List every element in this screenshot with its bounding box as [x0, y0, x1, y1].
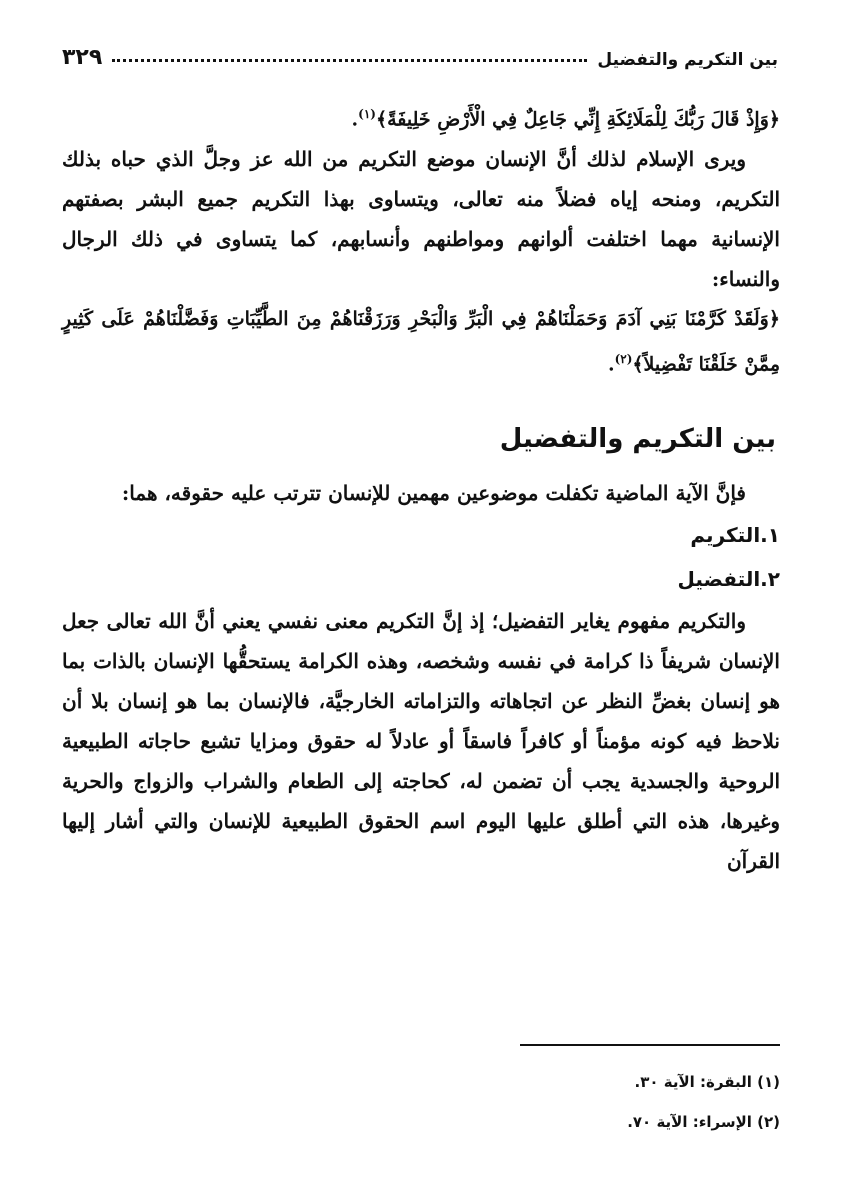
verse-2-period: . — [607, 353, 615, 376]
header-dot-leader — [112, 59, 587, 62]
quran-verse-1 — [62, 94, 780, 139]
intro-paragraph: فإنَّ الآية الماضية تكفلت موضوعين مهمين للإنسان تترتب عليه حقوقه، هما: — [121, 480, 746, 505]
list-item-takreem: ١.التكريم — [690, 522, 780, 547]
footnote-1: (١) البقرة: الآية ٣٠. — [634, 1073, 780, 1091]
verse-2-text: ﴿وَلَقَدْ كَرَّمْنَا بَنِي آدَمَ وَحَمَلْنَاهُمْ فِي الْبَرِّ وَالْبَحْرِ وَرَزَقْنَاهُمْ مِنَ الطَّيِّبَاتِ وَفَضَّلْنَاهُمْ عَلَى كَثِيرٍ مِمَّنْ خَلَقْنَا تَفْضِيلاً﴾ — [62, 308, 780, 376]
list-item-tafdeel: ٢.التفضيل — [677, 566, 780, 591]
footnotes — [62, 1062, 780, 1142]
paragraph-1: ويرى الإسلام لذلك أنَّ الإنسان موضع التكريم من الله عز وجلَّ الذي حباه بذلك التكريم، ومنحه إياه فضلاً منه تعالى، ويتساوى بهذا التكريم جميع البشر بصفتهم الإنسانية مهما اختلفت ألوانهم ومواطنهم وأنسابهم، كما يتساوى في ذلك الرجال والنساء: — [62, 147, 780, 292]
verse-1-text: ﴿وَإِذْ قَالَ رَبُّكَ لِلْمَلَائِكَةِ إِنِّي جَاعِلٌ فِي الْأَرْضِ خَلِيفَةً﴾ — [375, 108, 780, 131]
footnote-2: (٢) الإسراء: الآية ٧٠. — [627, 1113, 780, 1131]
quran-verse-2 — [62, 299, 780, 384]
page-body — [62, 94, 780, 881]
running-title: بين التكريم والتفضيل — [597, 50, 778, 70]
running-header — [62, 30, 778, 70]
footnote-ref-2: (٢) — [614, 352, 633, 367]
footnote-ref-1: (١) — [358, 107, 376, 121]
paragraph-2: والتكريم مفهوم يغاير التفضيل؛ إذ إنَّ التكريم معنى نفسي يعني أنَّ الله تعالى جعل الإنسان شريفاً ذا كرامة في نفسه وشخصه، وهذه الكرامة يستحقُّها الإنسان بالذات بما هو إنسان بغضِّ النظر عن اتجاهاته والتزاماته الخارجيَّة، فالإنسان بما هو إنسان بلا أن نلاحظ فيه كونه مؤمناً أو كافراً فاسقاً أو عادلاً له حقوق ومزايا تشبع حاجاته الطبيعية الروحية والجسدية يجب أن تضمن له، كحاجته إلى الطعام والشراب والزواج والحرية وغيرها، هذه التي أطلق عليها اليوم اسم الحقوق الطبيعية للإنسان والتي أشار إليها القرآن — [62, 608, 780, 873]
verse-1-period: . — [351, 108, 359, 131]
footnote-separator — [520, 1044, 780, 1046]
page-number: ٣٢٩ — [62, 45, 103, 70]
section-heading: بين التكريم والتفضيل — [499, 423, 776, 454]
